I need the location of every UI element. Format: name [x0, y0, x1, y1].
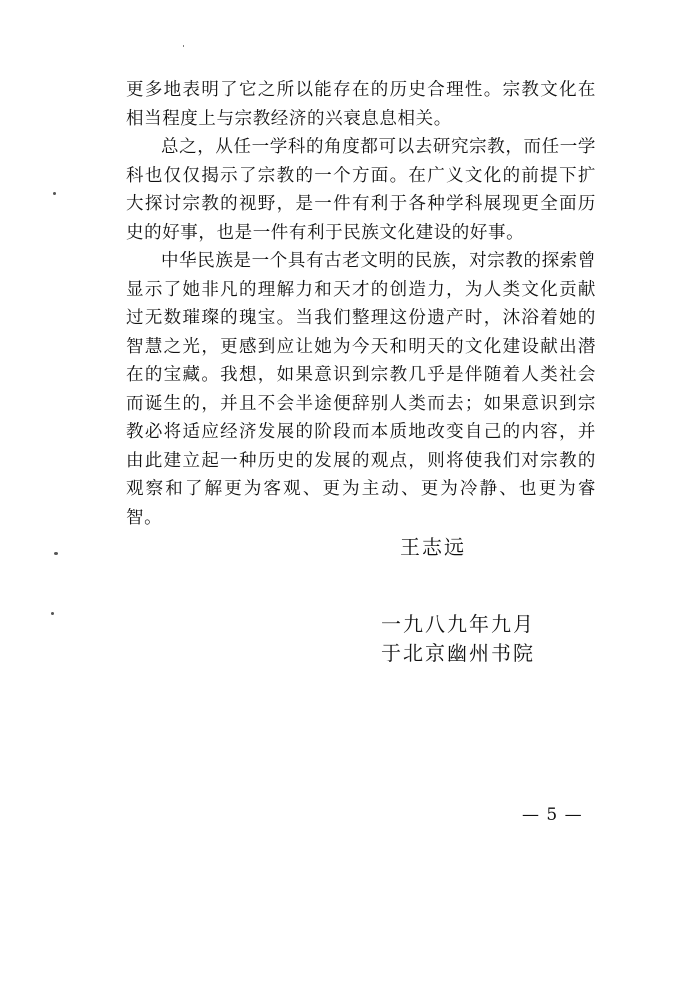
scan-speck	[183, 45, 184, 47]
body-text	[126, 76, 596, 532]
page-number: — 5 —	[522, 805, 583, 825]
author-signature: 王志远	[400, 535, 466, 559]
scan-speck	[51, 612, 54, 615]
paragraph-conclusion: 中华民族是一个具有古老文明的民族，对宗教的探索曾显示了她非凡的理解力和天才的创造力，为人类文化贡献过无数璀璨的瑰宝。当我们整理这份遗产时，沐浴着她的智慧之光，更感到应让她为今天和明天的文化建设献出潜在的宝藏。我想，如果意识到宗教几乎是伴随着人类社会而诞生的，并且不会半途便辞别人类而去；如果意识到宗教必将适应经济发展的阶段而本质地改变自己的内容，并由此建立起一种历史的发展的观点，则将使我们对宗教的观察和了解更为客观、更为主动、更为冷静、也更为睿智。	[126, 251, 596, 528]
date-place-block	[381, 610, 535, 668]
place-line: 于北京幽州书院	[381, 641, 535, 665]
scan-speck	[54, 552, 58, 555]
date-line: 一九八九年九月	[381, 612, 535, 636]
scan-speck	[53, 192, 56, 195]
paragraph-continuation: 更多地表明了它之所以能存在的历史合理性。宗教文化在相当程度上与宗教经济的兴衰息息相关。	[126, 80, 596, 129]
paragraph-summary: 总之，从任一学科的角度都可以去研究宗教，而任一学科也仅仅揭示了宗教的一个方面。在广义文化的前提下扩大探讨宗教的视野，是一件有利于各种学科展现更全面历史的好事，也是一件有利于民族文化建设的好事。	[126, 137, 596, 243]
